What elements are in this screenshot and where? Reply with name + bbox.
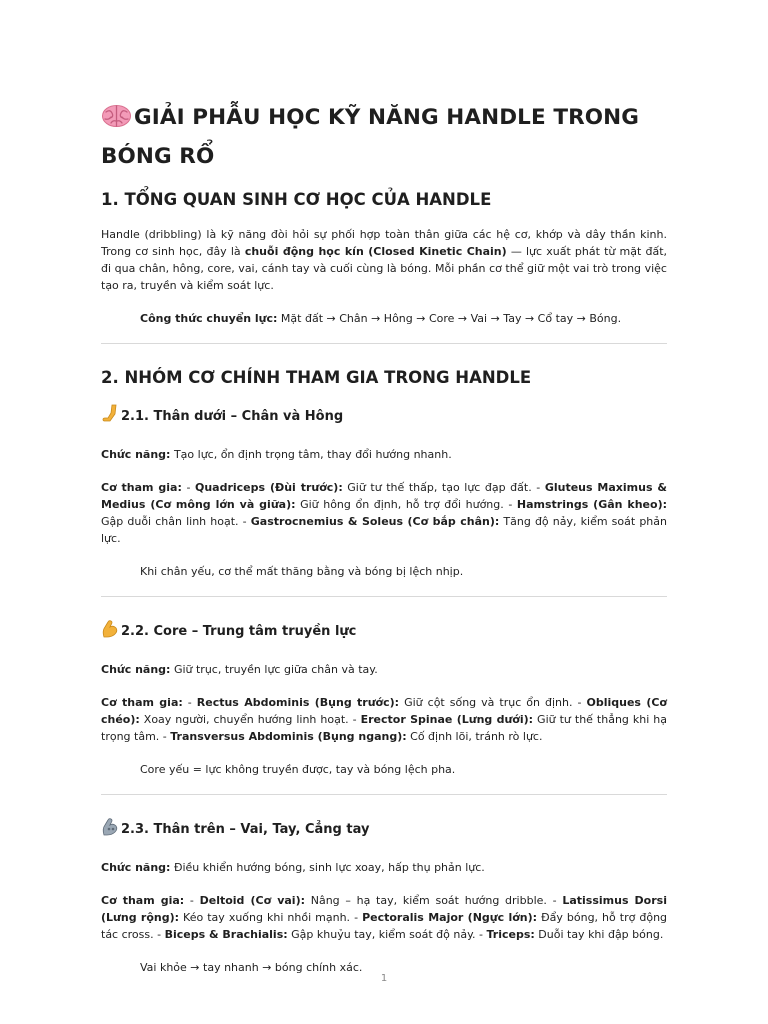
leg-icon — [101, 404, 119, 432]
section-1-paragraph: Handle (dribbling) là kỹ năng đòi hỏi sự phối hợp toàn thân giữa các hệ cơ, khớp và dây thần kinh. Trong cơ sinh học, đây là chuỗi động học kín (Closed Kinetic Chain) — lực xuất phát từ mặt đất, đi qua chân, hông, core, vai, cánh tay và cuối cùng là bóng. Mỗi phần cơ thể giữ một vai trò trong việc tạo ra, truyền và kiểm soát lực. — [101, 228, 667, 292]
title-text: GIẢI PHẪU HỌC KỸ NĂNG HANDLE TRONG BÓNG RỔ — [101, 105, 639, 169]
subsection-2-1-muscles: Cơ tham gia: - Quadriceps (Đùi trước): Giữ tư thế thấp, tạo lực đạp đất. - Gluteus Maximus & Medius (Cơ mông lớn và giữa): Giữ hông ổn định, hỗ trợ đổi hướng. - Hamstrings (Gân kheo): Gập duỗi chân linh hoạt. - Gastrocnemius & Soleus (Cơ bắp chân): Tăng độ nảy, kiểm soát phản lực. — [101, 481, 667, 545]
divider — [101, 596, 667, 597]
divider — [101, 794, 667, 795]
brain-icon — [101, 104, 132, 139]
mechanical-arm-icon — [101, 817, 119, 845]
flexed-biceps-icon — [101, 619, 119, 647]
subsection-2-2-muscles: Cơ tham gia: - Rectus Abdominis (Bụng trước): Giữ cột sống và trục ổn định. - Obliques (Cơ chéo): Xoay người, chuyển hướng linh hoạt. - Erector Spinae (Lưng dưới): Giữ tư thế thẳng khi hạ trọng tâm. - Transversus Abdominis (Bụng ngang): Cố định lõi, tránh rò lực. — [101, 696, 667, 743]
section-2-heading: 2. NHÓM CƠ CHÍNH THAM GIA TRONG HANDLE — [101, 368, 532, 387]
subsection-2-2-note: Core yếu = lực không truyền được, tay và bóng lệch pha. — [140, 763, 456, 776]
subsection-2-2-heading: 2.2. Core – Trung tâm truyền lực — [101, 619, 667, 647]
subsection-2-1-note: Khi chân yếu, cơ thể mất thăng bằng và bóng bị lệch nhịp. — [140, 565, 464, 578]
subsection-2-3-heading: 2.3. Thân trên – Vai, Tay, Cẳng tay — [101, 817, 667, 845]
section-1-heading: 1. TỔNG QUAN SINH CƠ HỌC CỦA HANDLE — [101, 190, 492, 209]
subsection-2-1-function: Chức năng: Tạo lực, ổn định trọng tâm, thay đổi hướng nhanh. — [101, 448, 452, 461]
subsection-2-3-muscles: Cơ tham gia: - Deltoid (Cơ vai): Nâng – hạ tay, kiểm soát hướng dribble. - Latissimus Dorsi (Lưng rộng): Kéo tay xuống khi nhồi mạnh. - Pectoralis Major (Ngực lớn): Đẩy bóng, hỗ trợ động tác cross. - Biceps & Brachialis: Gập khuỷu tay, kiểm soát độ nảy. - Triceps: Duỗi tay khi đập bóng. — [101, 894, 668, 941]
subsection-2-3-function: Chức năng: Điều khiển hướng bóng, sinh lực xoay, hấp thụ phản lực. — [101, 861, 485, 874]
page-number: 1 — [380, 973, 388, 984]
force-formula: Công thức chuyển lực: Mặt đất → Chân → Hông → Core → Vai → Tay → Cổ tay → Bóng. — [140, 312, 622, 325]
divider — [101, 343, 667, 344]
document-page — [101, 100, 667, 992]
subsection-2-1-heading: 2.1. Thân dưới – Chân và Hông — [101, 404, 667, 432]
closed-kinetic-chain-term: chuỗi động học kín (Closed Kinetic Chain) — [244, 245, 507, 258]
document-title — [101, 100, 667, 174]
subsection-2-3-note: Vai khỏe → tay nhanh → bóng chính xác. — [140, 961, 363, 974]
subsection-2-2-function: Chức năng: Giữ trục, truyền lực giữa chân và tay. — [101, 663, 378, 676]
